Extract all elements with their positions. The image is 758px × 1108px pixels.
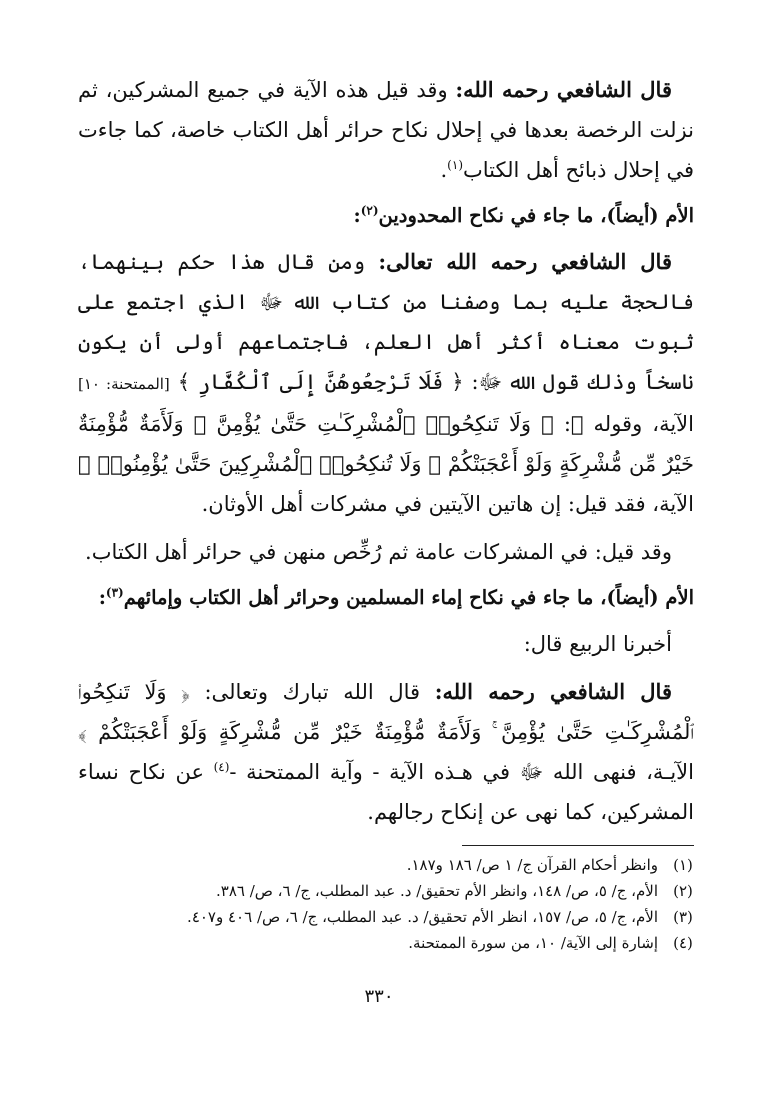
page-number: ٣٣٠	[364, 986, 394, 1007]
footnote-divider	[462, 845, 694, 846]
footnote-number: (٣)	[673, 908, 693, 926]
footnote-item	[74, 930, 694, 956]
footnote-marker[interactable]: (٢)	[360, 203, 379, 218]
paragraph-text: ومن قال هذا حكم بينهما، فالحجة عليه بما وصفنا من كتاب الله ﷻ الذي اجتمع على ثبوت معناه أكثر أهل العلم، فاجتماعهم أولى أن يكون ناسخاً وذلك قول الله ﷻ:	[78, 250, 694, 394]
paragraph-text: الآيـة، فنهى الله ﷻ في هـذه الآية - وآية الممتحنة -	[229, 760, 694, 784]
speaker-label: قال الشافعي رحمه الله:	[455, 77, 672, 102]
footnote-marker[interactable]: (٤)	[213, 760, 230, 774]
verse-reference: [الممتحنة: ١٠]	[78, 375, 170, 393]
speaker-label: قال الشافعي رحمه الله تعالى:	[378, 249, 672, 274]
footnote-text: إشارة إلى الآية/ ١٠، من سورة الممتحنة.	[408, 934, 658, 952]
footnote-item	[74, 904, 694, 930]
section-heading-1	[78, 198, 694, 234]
footnote-number: (١)	[673, 856, 693, 874]
paragraph-text: وقد قيل هذه الآية في جميع المشركين، ثم نزلت الرخصة بعدها في إحلال نكاح حرائر أهل الكتاب خاصة، كما جاءت في إحلال ذبائح أهل الكتاب	[78, 78, 694, 182]
heading-text: الأم (أيضاً)، ما جاء في نكاح إماء المسلمين وحرائر أهل الكتاب وإمائهم	[123, 586, 694, 609]
footnote-text: وانظر أحكام القرآن ج/ ١ ص/ ١٨٦ و١٨٧.	[406, 856, 658, 874]
footnote-marker[interactable]: (١)	[447, 158, 463, 172]
section-heading-2	[78, 580, 694, 616]
quran-verse: ﴿ وَلَا تَنكِحُوا۟ ٱلْمُشْرِكَـٰتِ حَتَّىٰ يُؤْمِنَّ ۚ وَلَأَمَةٌ مُّؤْمِنَةٌ خَيْرٌ مِّن مُّشْرِكَةٍ وَلَوْ أَعْجَبَتْكُمْ ﴾	[78, 680, 694, 744]
heading-text: الأم (أيضاً)، ما جاء في نكاح المحدودين	[378, 204, 694, 227]
punctuation: :	[353, 204, 361, 227]
paragraph-text: أخبرنا الربيع قال:	[523, 632, 672, 656]
quran-verse: ﴿ وَلَا تَنكِحُوا۟ ٱلْمُشْرِكَـٰتِ حَتَّىٰ يُؤْمِنَّ ۚ وَلَأَمَةٌ مُّؤْمِنَةٌ خَيْرٌ مِّن مُّشْرِكَةٍ وَلَوْ أَعْجَبَتْكُمْ ۗ وَلَا تُنكِحُوا۟ ٱلْمُشْرِكِينَ حَتَّىٰ يُؤْمِنُوا۟ ﴾	[78, 412, 694, 476]
paragraph-5	[78, 672, 694, 832]
paragraph-1	[78, 70, 694, 190]
footnotes	[74, 852, 694, 956]
paragraph-text: قال الله تبارك وتعالى:	[204, 680, 421, 704]
speaker-label: قال الشافعي رحمه الله:	[434, 679, 672, 704]
punctuation: :	[98, 586, 106, 609]
paragraph-text: وقد قيل: في المشركات عامة ثم رُخِّص منهن في حرائر أهل الكتاب.	[85, 540, 672, 564]
paragraph-text: الآية، وقوله ﷻ:	[563, 412, 694, 436]
paragraph-3	[78, 532, 694, 572]
footnote-item	[74, 878, 694, 904]
footnote-text: الأم، ج/ ٥، ص/ ١٤٨، وانظر الأم تحقيق/ د. عبد المطلب، ج/ ٦، ص/ ٣٨٦.	[215, 882, 658, 900]
quran-verse: ﴿ فَلَا تَرْجِعُوهُنَّ إِلَى ٱلْكُفَّارِ ﴾	[177, 370, 464, 394]
footnote-item	[74, 852, 694, 878]
footnote-number: (٤)	[673, 934, 693, 952]
paragraph-4	[78, 624, 694, 664]
paragraph-text: عن نكاح نساء المشركين، كما نهى عن إنكاح رجالهم.	[78, 760, 694, 824]
page-body	[78, 70, 694, 840]
punctuation: .	[440, 158, 448, 182]
footnote-number: (٢)	[673, 882, 693, 900]
paragraph-2	[78, 242, 694, 524]
paragraph-text: الآية، فقد قيل: إن هاتين الآيتين في مشركات أهل الأوثان.	[201, 492, 694, 516]
footnote-marker[interactable]: (٣)	[105, 585, 124, 600]
footnote-text: الأم، ج/ ٥، ص/ ١٥٧، انظر الأم تحقيق/ د. عبد المطلب، ج/ ٦، ص/ ٤٠٦ و٤٠٧.	[187, 908, 658, 926]
